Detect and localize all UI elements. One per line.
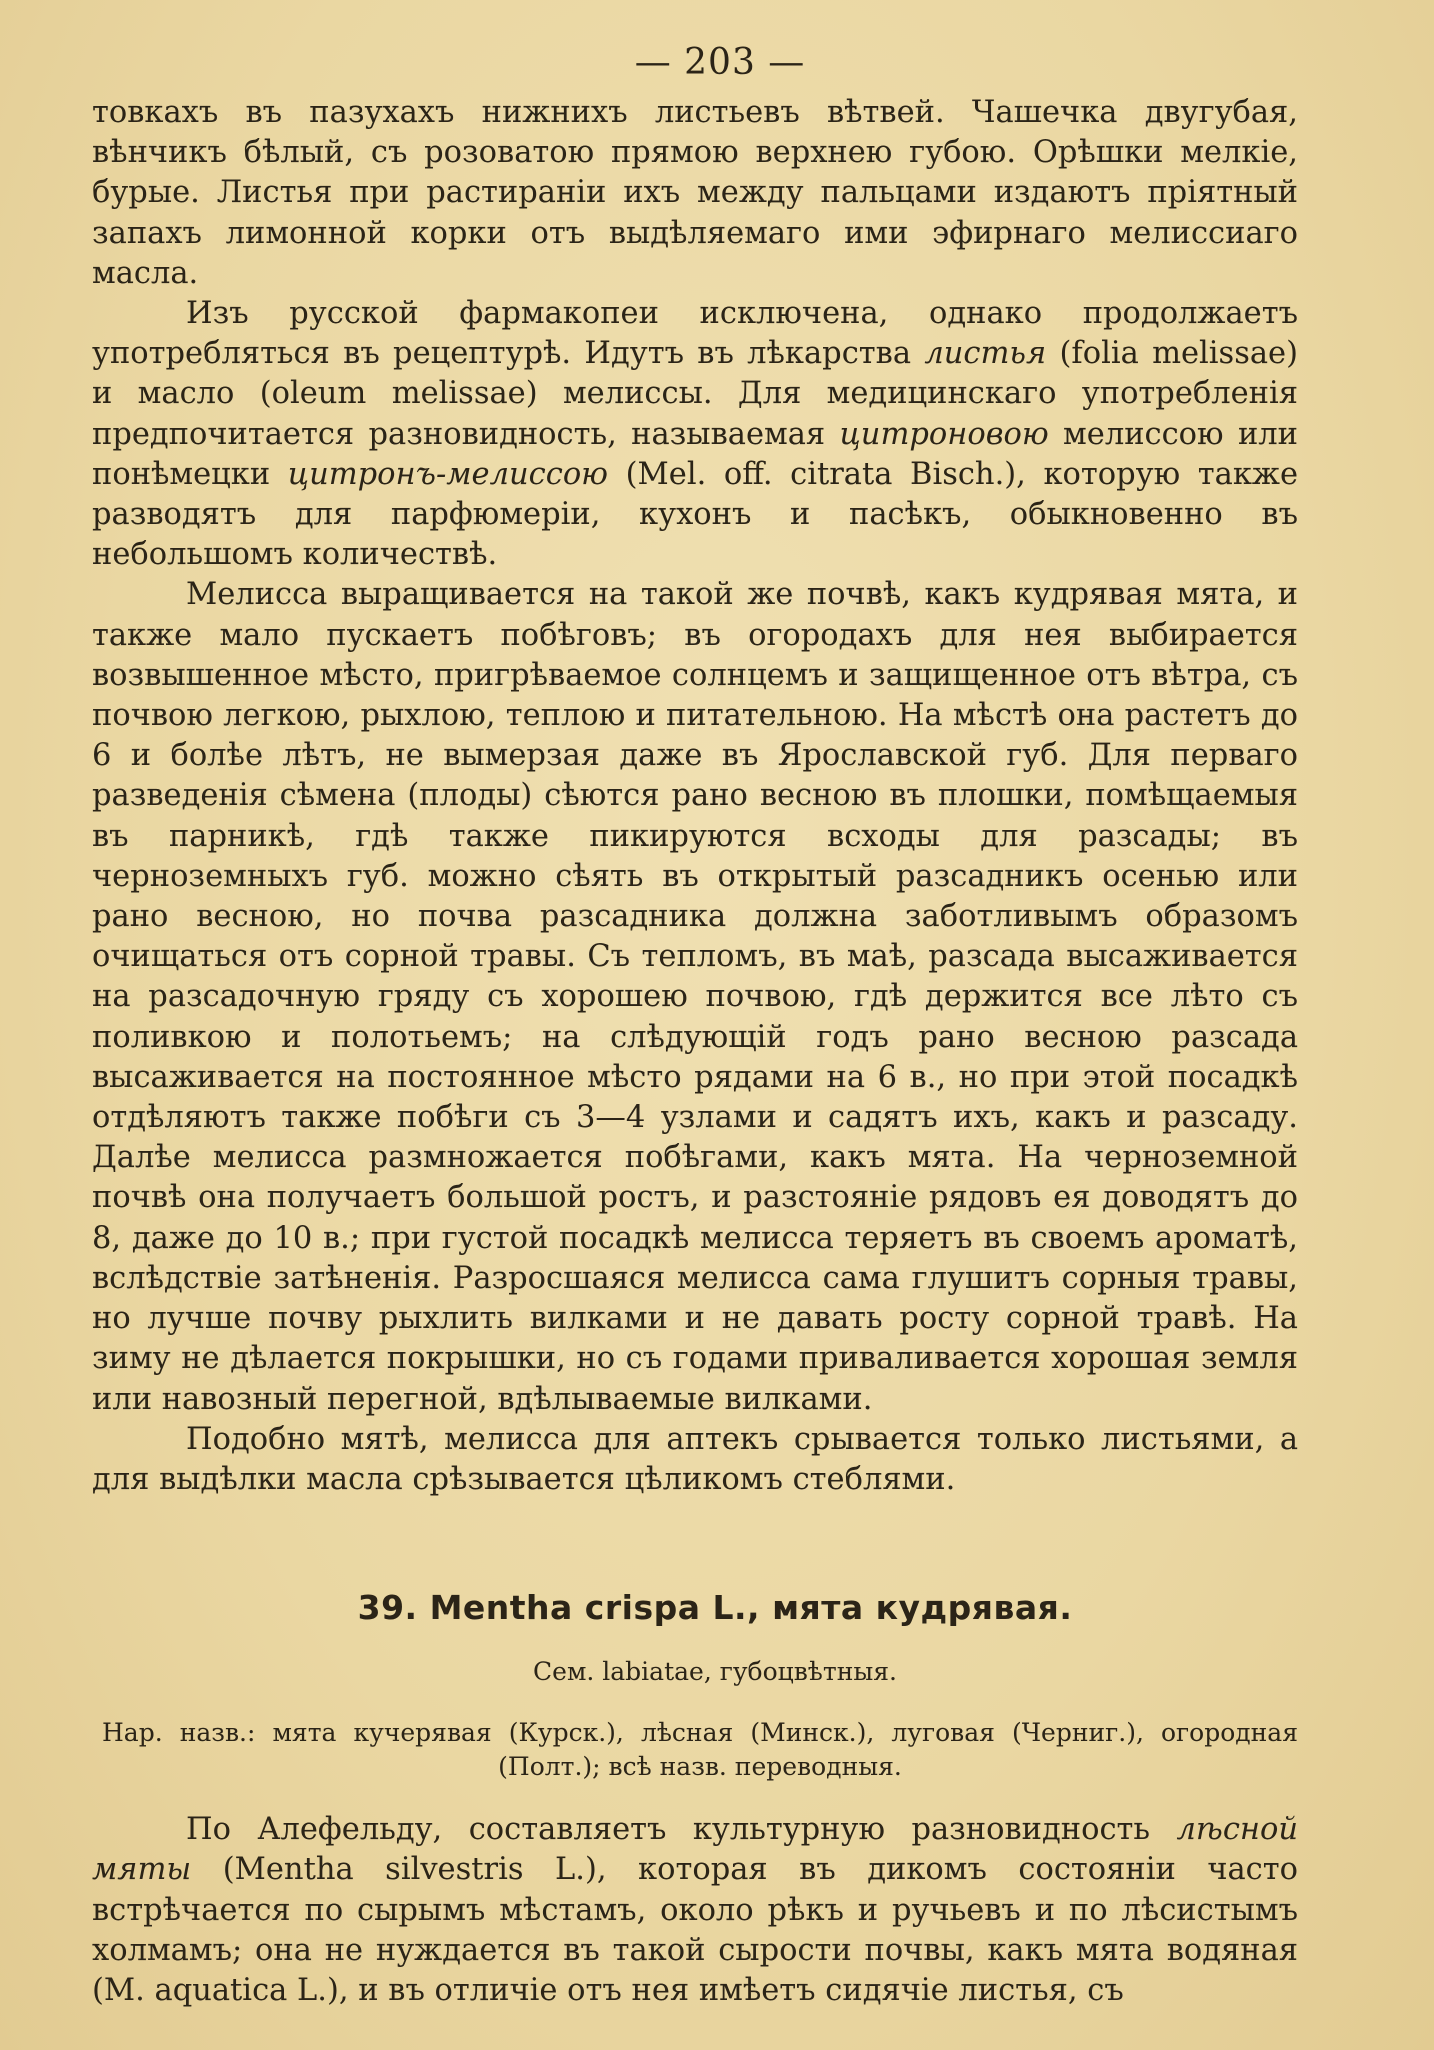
- section-heading: 39. Mentha crispa L., мята кудрявая.: [357, 1588, 1073, 1628]
- italic-term: цитронъ-мелиссою: [287, 456, 609, 492]
- section-text: [92, 1810, 1298, 2011]
- paragraph-harvest: Подобно мятѣ, мелисса для аптекъ срывается только листьями, а для выдѣлки масла срѣзывается цѣликомъ стеблями.: [92, 1421, 1298, 1497]
- italic-term: листья: [924, 336, 1047, 372]
- paragraph-cultivation: Мелисса выращивается на такой же почвѣ, какъ кудрявая мята, и также мало пускаетъ побѣговъ; въ огородахъ для нея выбирается возвышенное мѣсто, пригрѣваемое солнцемъ и защищенное отъ вѣтра, съ почвою легкою, рыхлою, теплою и питательною. На мѣстѣ она растетъ до 6 и болѣе лѣтъ, не вымерзая даже въ Ярославской губ. Для перваго разведенія сѣмена (плоды) сѣются рано весною въ плошки, помѣщаемыя въ парникѣ, гдѣ также пикируются всходы для разсады; въ черноземныхъ губ. можно сѣять въ открытый разсадникъ осенью или рано весною, но почва разсадника должна заботливымъ образомъ очищаться отъ сорной травы. Съ тепломъ, въ маѣ, разсада высаживается на разсадочную гряду съ хорошею почвою, гдѣ держится все лѣто съ поливкою и полотьемъ; на слѣдующій годъ рано весною разсада высаживается на постоянное мѣсто рядами на 6 в., но при этой посадкѣ отдѣляютъ также побѣги съ 3—4 узлами и садятъ ихъ, какъ и разсаду. Далѣе мелисса размножается побѣгами, какъ мята. На черноземной почвѣ она получаетъ большой ростъ, и разстояніе рядовъ ея доводятъ до 8, даже до 10 в.; при густой посадкѣ мелисса теряетъ въ своемъ ароматѣ, вслѣдствіе затѣненія. Разросшаяся мелисса сама глушитъ сорныя травы, но лучше почву рыхлить вилками и не давать росту сорной травѣ. На зиму не дѣлается покрышки, но съ годами приваливается хорошая земля или навозный перегной, вдѣлываемые вилками.: [92, 577, 1298, 1417]
- paragraph-pharmacopeia: Изъ русской фармакопеи исключена, однако продолжаетъ употребляться въ рецептурѣ. Идутъ въ лѣкарства листья (folia melissae) и масло (oleum melissae) мелиссы. Для медицинскаго употребленія предпочитается разновидность, называемая цитроновою мелиссою или понѣмецки цитронъ-мелиссою (Mel. off. citrata Bisch.), которую также разводятъ для парфюмеріи, кухонъ и пасѣкъ, обыкновенно въ небольшомъ количествѣ.: [92, 296, 1298, 573]
- main-text: [92, 93, 1298, 1500]
- paragraph-continuation: товкахъ въ пазухахъ нижнихъ листьевъ вѣтвей. Чашечка двугубая, вѣнчикъ бѣлый, съ розоватою прямою верхнею губою. Орѣшки мелкіе, бурые. Листья при растираніи ихъ между пальцами издаютъ пріятный запахъ лимонной корки отъ выдѣляемаго ими эфирнаго мелиссиаго масла.: [92, 95, 1298, 291]
- paragraph-alefeld: По Алефельду, составляетъ культурную разновидность лѣсной мяты (Mentha silvestris L.), которая въ дикомъ состояніи часто встрѣчается по сырымъ мѣстамъ, около рѣкъ и ручьевъ и по лѣсистымъ холмамъ; она не нуждается въ такой сырости почвы, какъ мята водяная (M. aquatica L.), и въ отличіе отъ нея имѣетъ сидячіе листья, съ: [92, 1812, 1298, 2008]
- common-names: Нар. назв.: мята кучерявая (Курск.), лѣсная (Минск.), луговая (Черниг.), огородная (Полт.); всѣ назв. переводныя.: [102, 1718, 1298, 1782]
- family-line: Сем. labiatae, губоцвѣтныя.: [533, 1657, 897, 1687]
- page-number: — 203 —: [634, 42, 806, 83]
- italic-term: цитроновою: [839, 416, 1049, 452]
- italic-term: лѣсной мяты: [92, 1812, 1298, 1888]
